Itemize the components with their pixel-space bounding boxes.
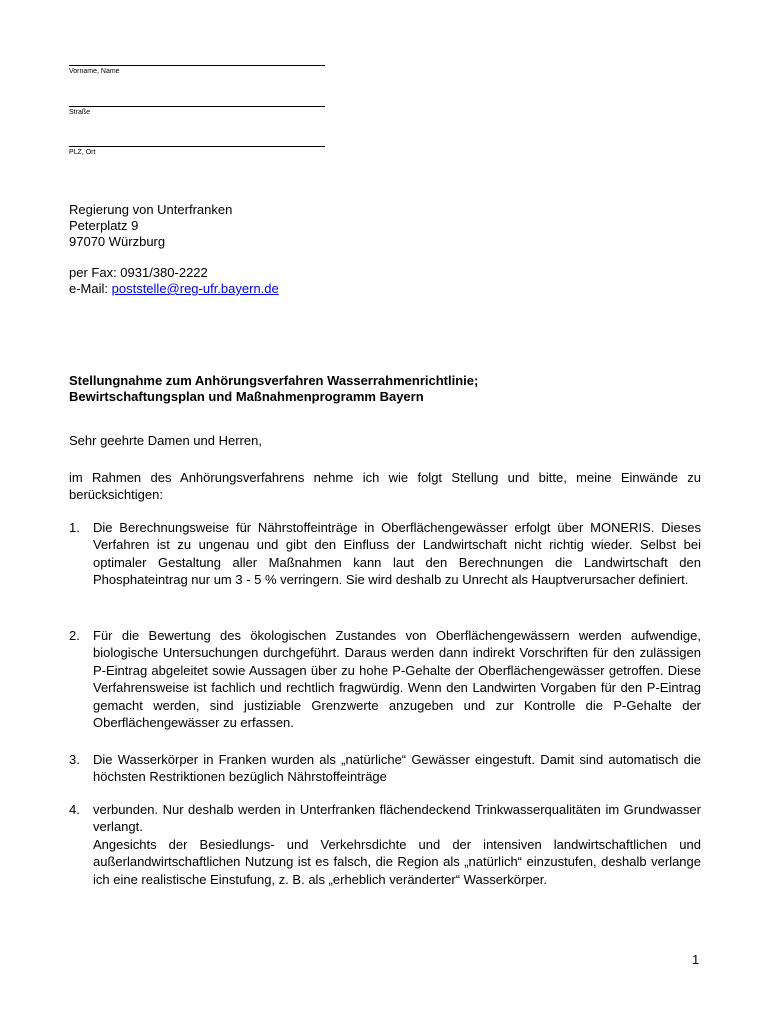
sender-city-field[interactable] — [69, 146, 325, 157]
recipient-line-2: Peterplatz 9 — [69, 218, 139, 233]
fax-number: per Fax: 0931/380-2222 — [69, 265, 208, 280]
list-item-text: Die Berechnungsweise für Nährstoffeinträge in Oberflächengewässer erfolgt über MONERIS. Dieses Verfahren ist zu ungenau und gibt den Einfluss der Landwirtschaft nicht richtig wieder. Selbst bei optimaler Gestaltung aller Maßnahmen kann laut den Berechnungen die Landwirtschaft den Phosphateintrag nur um 3 - 5 % verringern. Sie wird deshalb zu Unrecht als Hauptverursacher definiert. — [93, 520, 701, 588]
recipient-address — [69, 202, 232, 250]
subject-heading — [69, 373, 478, 405]
list-item-text: Die Wasserkörper in Franken wurden als „natürliche“ Gewässer eingestuft. Damit sind automatisch die höchsten Restriktionen bezüglich Nährstoffeinträge — [93, 752, 701, 785]
sender-name-label: Vorname, Name — [69, 68, 120, 75]
sender-city-label: PLZ, Ort — [69, 149, 96, 156]
list-item — [69, 519, 701, 589]
email-line — [69, 281, 279, 297]
email-prefix: e-Mail: — [69, 281, 112, 296]
subject-line-2: Bewirtschaftungsplan und Maßnahmenprogramm Bayern — [69, 389, 424, 404]
recipient-line-3: 97070 Würzburg — [69, 234, 166, 249]
list-item-number: 2. — [69, 628, 80, 643]
sender-name-field[interactable] — [69, 65, 325, 76]
list-item — [69, 751, 701, 786]
email-link[interactable]: poststelle@reg-ufr.bayern.de — [111, 281, 279, 296]
list-item-text: Für die Bewertung des ökologischen Zustandes von Oberflächengewässern werden aufwendige, biologische Untersuchungen durchgeführt. Daraus werden dann indirekt Vorschriften für den zulässigen P-Eintrag abgeleitet sowie Aussagen über zu hohe P-Gehalte der Oberflächengewässer getroffen. Diese Verfahrensweise ist fachlich und rechtlich fragwürdig. Wenn den Landwirten Vorgaben für den P-Eintrag gemacht werden, sind justiziable Grenzwerte anzugeben und zur Kontrolle die P-Gehalte der Oberflächengewässer zu erfassen. — [93, 628, 701, 731]
sender-street-label: Straße — [69, 109, 91, 116]
sender-city-line — [69, 146, 325, 147]
list-item-number: 1. — [69, 520, 80, 535]
list-item-number: 3. — [69, 752, 80, 767]
list-item — [69, 627, 701, 731]
contact-block — [69, 265, 279, 297]
sender-street-line — [69, 106, 325, 107]
list-item-text: verbunden. Nur deshalb werden in Unterfranken flächendeckend Trinkwasserqualitäten im Grundwasser verlangt. Angesichts der Besiedlungs- und Verkehrsdichte und der intensiven landwirtschaftlichen und außerlandwirtschaftlichen Nutzung ist es falsch, die Region als „natürlich“ einzustufen, deshalb verlange ich eine realistische Einstufung, z. B. als „erheblich veränderter“ Wasserkörper. — [93, 802, 701, 887]
sender-name-line — [69, 65, 325, 66]
salutation: Sehr geehrte Damen und Herren, — [69, 433, 262, 448]
intro-paragraph: im Rahmen des Anhörungsverfahrens nehme ich wie folgt Stellung und bitte, meine Einwände zu berücksichtigen: — [69, 470, 701, 502]
list-item — [69, 801, 701, 888]
page-number: 1 — [692, 952, 700, 967]
recipient-line-1: Regierung von Unterfranken — [69, 202, 233, 217]
list-item-number: 4. — [69, 802, 80, 817]
subject-line-1: Stellungnahme zum Anhörungsverfahren Wasserrahmenrichtlinie; — [69, 373, 479, 388]
sender-street-field[interactable] — [69, 106, 325, 117]
